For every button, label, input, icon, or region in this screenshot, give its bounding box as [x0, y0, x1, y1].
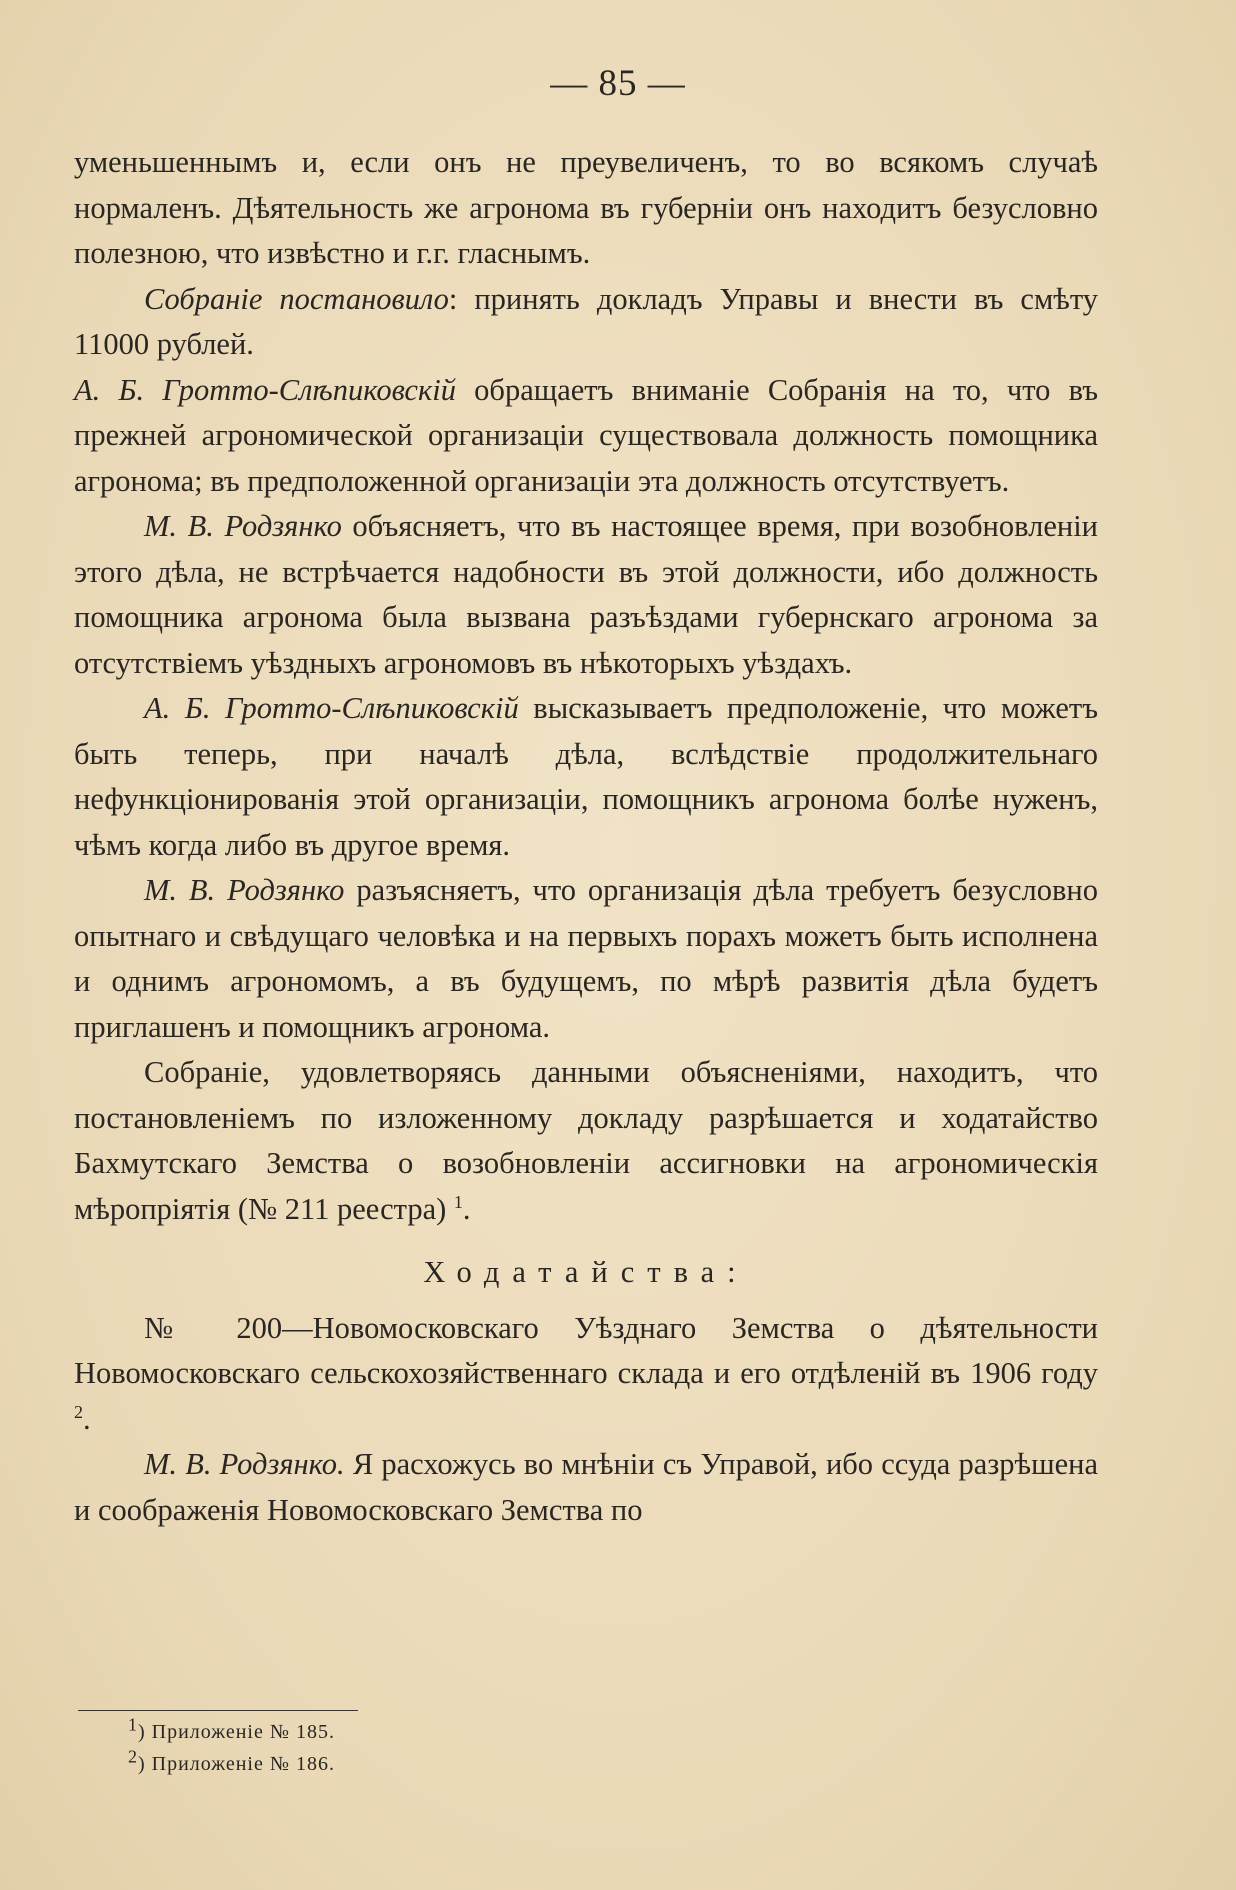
- footnote: [128, 1748, 335, 1780]
- paragraph-text: № 200—Новомосковскаго Уѣзднаго Земства о дѣятельности Новомосковскаго сельскохозяйственнаго склада и его отдѣленій въ 1906 году: [74, 1310, 1098, 1390]
- body-text: [74, 140, 1098, 1533]
- footnote-mark: 2: [128, 1746, 138, 1767]
- paragraph: [74, 1306, 1098, 1443]
- speaker-name: А. Б. Гротто-Слѣпиковскій: [144, 691, 519, 725]
- footnote-mark: 1: [128, 1714, 138, 1735]
- paragraph: [74, 277, 1098, 368]
- paragraph: [74, 1442, 1098, 1533]
- paragraph-text: : принять докладъ Управы и внести въ смѣту 11000 рублей.: [74, 281, 1098, 361]
- paragraph-text: Я расхожусь во мнѣніи съ Управой, ибо ссуда разрѣшена и соображенія Новомосковскаго Земства по: [74, 1447, 1098, 1527]
- speaker-name: М. В. Родзянко: [144, 509, 342, 543]
- paragraph: [74, 504, 1098, 686]
- footnote-ref: 2: [74, 1401, 83, 1422]
- page-number: — 85 —: [550, 63, 686, 104]
- paragraph-text: .: [462, 1191, 471, 1226]
- paragraph-text: .: [83, 1401, 91, 1436]
- footnote-ref: 1: [453, 1191, 463, 1212]
- paragraph-text: высказываетъ предположеніе, что можетъ быть теперь, при началѣ дѣла, вслѣдствіе продолжительнаго нефункціонированія этой организаціи, помощникъ агронома болѣе нуженъ, чѣмъ когда либо въ другое время.: [74, 691, 1098, 862]
- footnotes: [128, 1716, 335, 1780]
- paragraph: [74, 686, 1098, 868]
- paragraph: [74, 140, 1098, 277]
- footnote-divider: [78, 1710, 358, 1711]
- paragraph-text: уменьшеннымъ и, если онъ не преувеличенъ, то во всякомъ случаѣ нормаленъ. Дѣятельность же агронома въ губерніи онъ находитъ безусловно полезною, что извѣстно и г.г. гласнымъ.: [74, 145, 1098, 270]
- paragraph-text: обращаетъ вниманіе Собранія на то, что въ прежней агрономической организаціи существовала должность помощника агронома; въ предположенной организаціи эта должность отсутствуетъ.: [74, 372, 1098, 498]
- section-heading: Ходатайства:: [423, 1255, 749, 1289]
- paragraph-text: разъясняетъ, что организація дѣла требуетъ безусловно опытнаго и свѣдущаго человѣка и на первыхъ порахъ можетъ быть исполнена и однимъ агрономомъ, а въ будущемъ, по мѣрѣ развитія дѣла будетъ приглашенъ и помощникъ агронома.: [74, 873, 1098, 1044]
- speaker-name: М. В. Родзянко.: [144, 1447, 345, 1481]
- paragraph: [74, 368, 1098, 505]
- paragraph-text: Собраніе, удовлетворяясь данными объясненіями, находитъ, что постановленіемъ по изложенному докладу разрѣшается и ходатайство Бахмутскаго Земства о возобновленіи ассигновки на агрономическія мѣропріятія (№ 211 реестра): [74, 1055, 1098, 1226]
- footnote-text: ) Приложеніе № 186.: [138, 1753, 335, 1775]
- speaker-name: Собраніе постановило: [144, 281, 449, 316]
- speaker-name: А. Б. Гротто-Слѣпиковскій: [74, 372, 456, 407]
- speaker-name: М. В. Родзянко: [144, 873, 345, 907]
- footnote-text: ) Приложеніе № 185.: [138, 1721, 335, 1743]
- paragraph: [74, 868, 1098, 1050]
- paragraph-text: объясняетъ, что въ настоящее время, при возобновленіи этого дѣла, не встрѣчается надобности въ этой должности, ибо должность помощника агронома была вызвана разъѣздами губернскаго агронома за отсутствіемъ уѣздныхъ агрономовъ въ нѣкоторыхъ уѣздахъ.: [74, 509, 1098, 680]
- paragraph: [74, 1050, 1098, 1232]
- footnote: [128, 1716, 335, 1748]
